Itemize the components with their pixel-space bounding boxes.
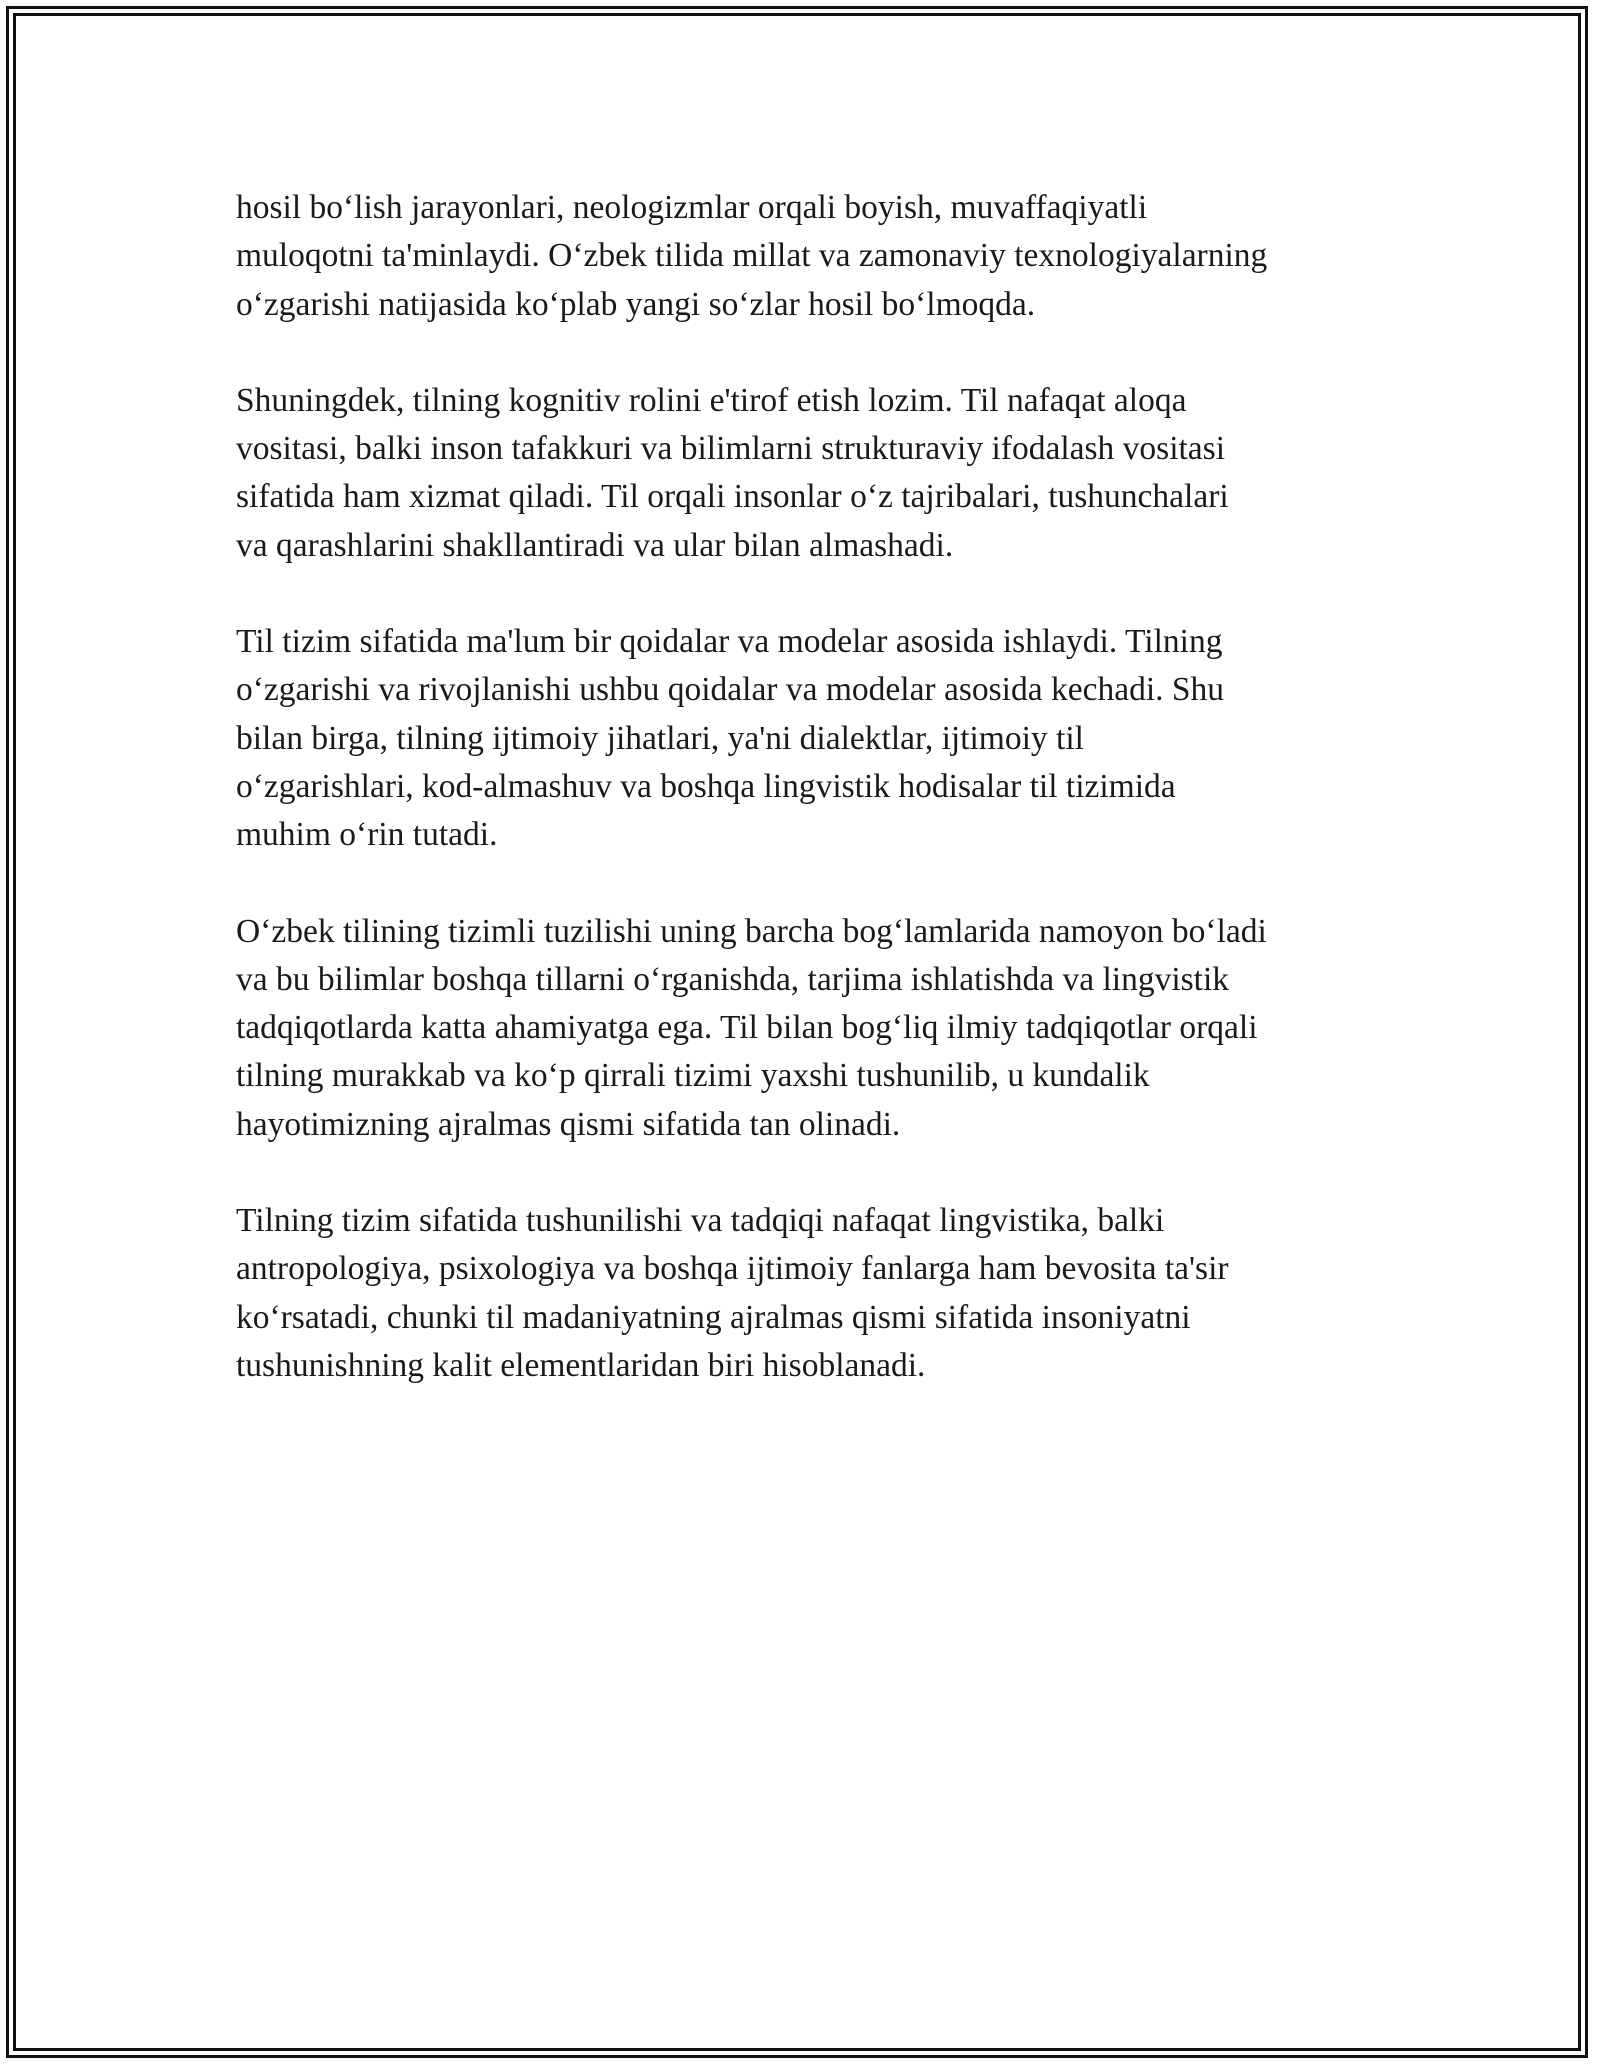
- paragraph: O‘zbek tilining tizimli tuzilishi uning barcha bog‘lamlarida namoyon bo‘ladi va bu bilimlar boshqa tillarni o‘rganishda, tarjima ishlatishda va lingvistik tadqiqotlarda katta ahamiyatga ega. Til bilan bog‘liq ilmiy tadqiqotlar orqali tilning murakkab va ko‘p qirrali tizimi yaxshi tushunilib, u kundalik hayotimizning ajralmas qismi sifatida tan olinadi.: [236, 912, 1267, 1143]
- paragraph: hosil bo‘lish jarayonlari, neologizmlar orqali boyish, muvaffaqiyatli muloqotni ta'minlaydi. O‘zbek tilida millat va zamonaviy texnologiyalarning o‘zgarishi natijasida ko‘plab yangi so‘zlar hosil bo‘lmoqda.: [236, 189, 1268, 323]
- paragraph: Shuningdek, tilning kognitiv rolini e'tirof etish lozim. Til nafaqat aloqa vositasi, balki inson tafakkuri va bilimlarni strukturaviy ifodalash vositasi sifatida ham xizmat qiladi. Til orqali insonlar o‘z tajribalari, tushunchalari va qarashlarini shakllantiradi va ular bilan almashadi.: [236, 381, 1229, 564]
- paragraph: Tilning tizim sifatida tushunilishi va tadqiqi nafaqat lingvistika, balki antropologiya, psixologiya va boshqa ijtimoiy fanlarga ham bevosita ta'sir ko‘rsatadi, chunki til madaniyatning ajralmas qismi sifatida insoniyatni tushunishning kalit elementlaridan biri hisoblanadi.: [236, 1202, 1229, 1384]
- document-body: [236, 184, 1376, 1438]
- paragraph: Til tizim sifatida ma'lum bir qoidalar va modelar asosida ishlaydi. Tilning o‘zgarishi va rivojlanishi ushbu qoidalar va modelar asosida kechadi. Shu bilan birga, tilning ijtimoiy jihatlari, ya'ni dialektlar, ijtimoiy til o‘zgarishlari, kod-almashuv va boshqa lingvistik hodisalar til tizimida muhim o‘rin tutadi.: [236, 623, 1225, 854]
